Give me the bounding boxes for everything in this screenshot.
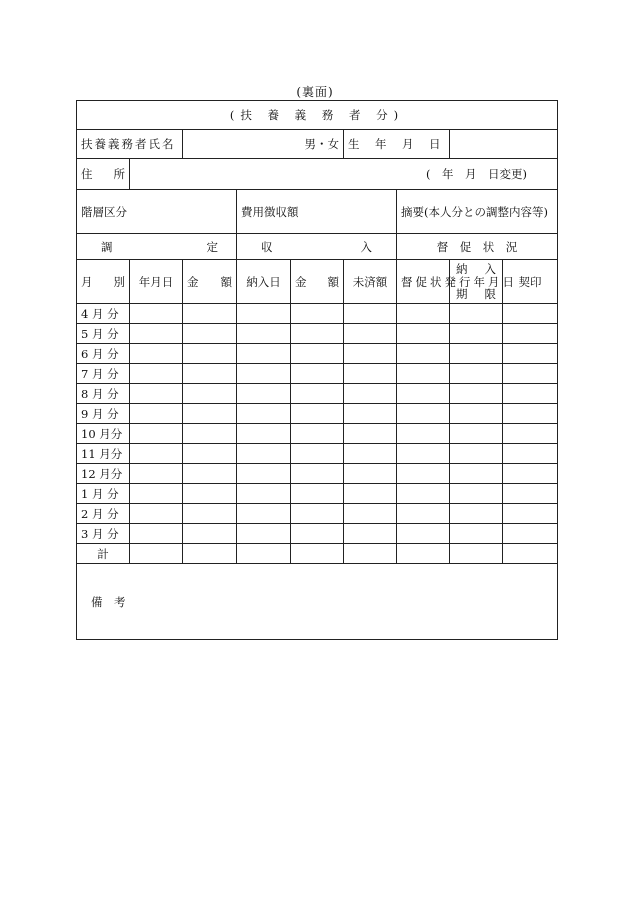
remarks-field[interactable]: 備 考 <box>77 564 558 640</box>
table-row <box>77 344 558 364</box>
table-row <box>77 484 558 504</box>
col-due-top-right: 入 <box>484 262 496 276</box>
month-label: 8 月 分 <box>77 384 130 404</box>
date-of-birth-field[interactable] <box>450 130 558 159</box>
col-amount-right: 額 <box>220 274 232 289</box>
table-row <box>77 404 558 424</box>
col-seal: 契印 <box>503 260 558 304</box>
form-header: (扶 養 義 務 者 分) <box>77 101 558 130</box>
section-collection-left: 収 <box>261 239 273 254</box>
section-assessment-left: 調 <box>101 239 113 254</box>
col-amount <box>183 260 237 304</box>
gender-field[interactable]: 男・女 <box>183 130 344 159</box>
table-row <box>77 304 558 324</box>
obligor-name-label: 扶養義務者氏名 <box>77 130 183 159</box>
month-label: 6 月 分 <box>77 344 130 364</box>
col-month-right: 別 <box>113 274 125 289</box>
table-row <box>77 444 558 464</box>
month-label: 2 月 分 <box>77 504 130 524</box>
table-row <box>77 524 558 544</box>
col-amount-received <box>291 260 344 304</box>
col-due-bottom-left: 期 <box>456 287 468 301</box>
col-amount2-right: 額 <box>327 274 339 289</box>
support-obligor-form-table <box>76 100 558 640</box>
month-label: 5 月 分 <box>77 324 130 344</box>
address-field[interactable]: ( 年 月 日変更) <box>130 159 558 190</box>
total-row <box>77 544 558 564</box>
month-label: 11 月分 <box>77 444 130 464</box>
month-label: 10 月分 <box>77 424 130 444</box>
month-label: 12 月分 <box>77 464 130 484</box>
col-amount2-left: 金 <box>295 274 307 289</box>
address-label-right: 所 <box>113 167 125 181</box>
table-row <box>77 504 558 524</box>
month-label: 9 月 分 <box>77 404 130 424</box>
section-assessment-right: 定 <box>206 239 218 254</box>
section-collection-right: 入 <box>360 239 372 254</box>
address-label <box>77 159 130 190</box>
col-amount-left: 金 <box>187 274 199 289</box>
col-date: 年月日 <box>130 260 183 304</box>
month-label: 1 月 分 <box>77 484 130 504</box>
summary-label: 摘要(本人分との調整内容等) <box>397 190 558 234</box>
col-due-top-left: 納 <box>456 262 468 276</box>
table-row <box>77 364 558 384</box>
section-demand-status: 督 促 状 況 <box>397 234 558 260</box>
col-due-bottom-right: 限 <box>484 287 496 301</box>
class-category-label: 階層区分 <box>77 190 237 234</box>
col-month-left: 月 <box>81 274 93 289</box>
col-payment-date: 納入日 <box>237 260 291 304</box>
address-label-left: 住 <box>81 167 93 181</box>
table-row <box>77 464 558 484</box>
month-label: 3 月 分 <box>77 524 130 544</box>
col-month <box>77 260 130 304</box>
table-row <box>77 424 558 444</box>
date-of-birth-label: 生 年 月 日 <box>344 130 450 159</box>
total-label: 計 <box>77 544 130 564</box>
table-row <box>77 384 558 404</box>
month-label: 7 月 分 <box>77 364 130 384</box>
col-unpaid: 未済額 <box>344 260 397 304</box>
section-collection <box>237 234 397 260</box>
month-label: 4 月 分 <box>77 304 130 324</box>
fee-amount-label: 費用徴収額 <box>237 190 397 234</box>
col-notice-issue-date: 督促状発行年月日 <box>397 260 450 304</box>
page-title: (裏面) <box>296 85 334 99</box>
section-assessment <box>77 234 237 260</box>
table-row <box>77 324 558 344</box>
